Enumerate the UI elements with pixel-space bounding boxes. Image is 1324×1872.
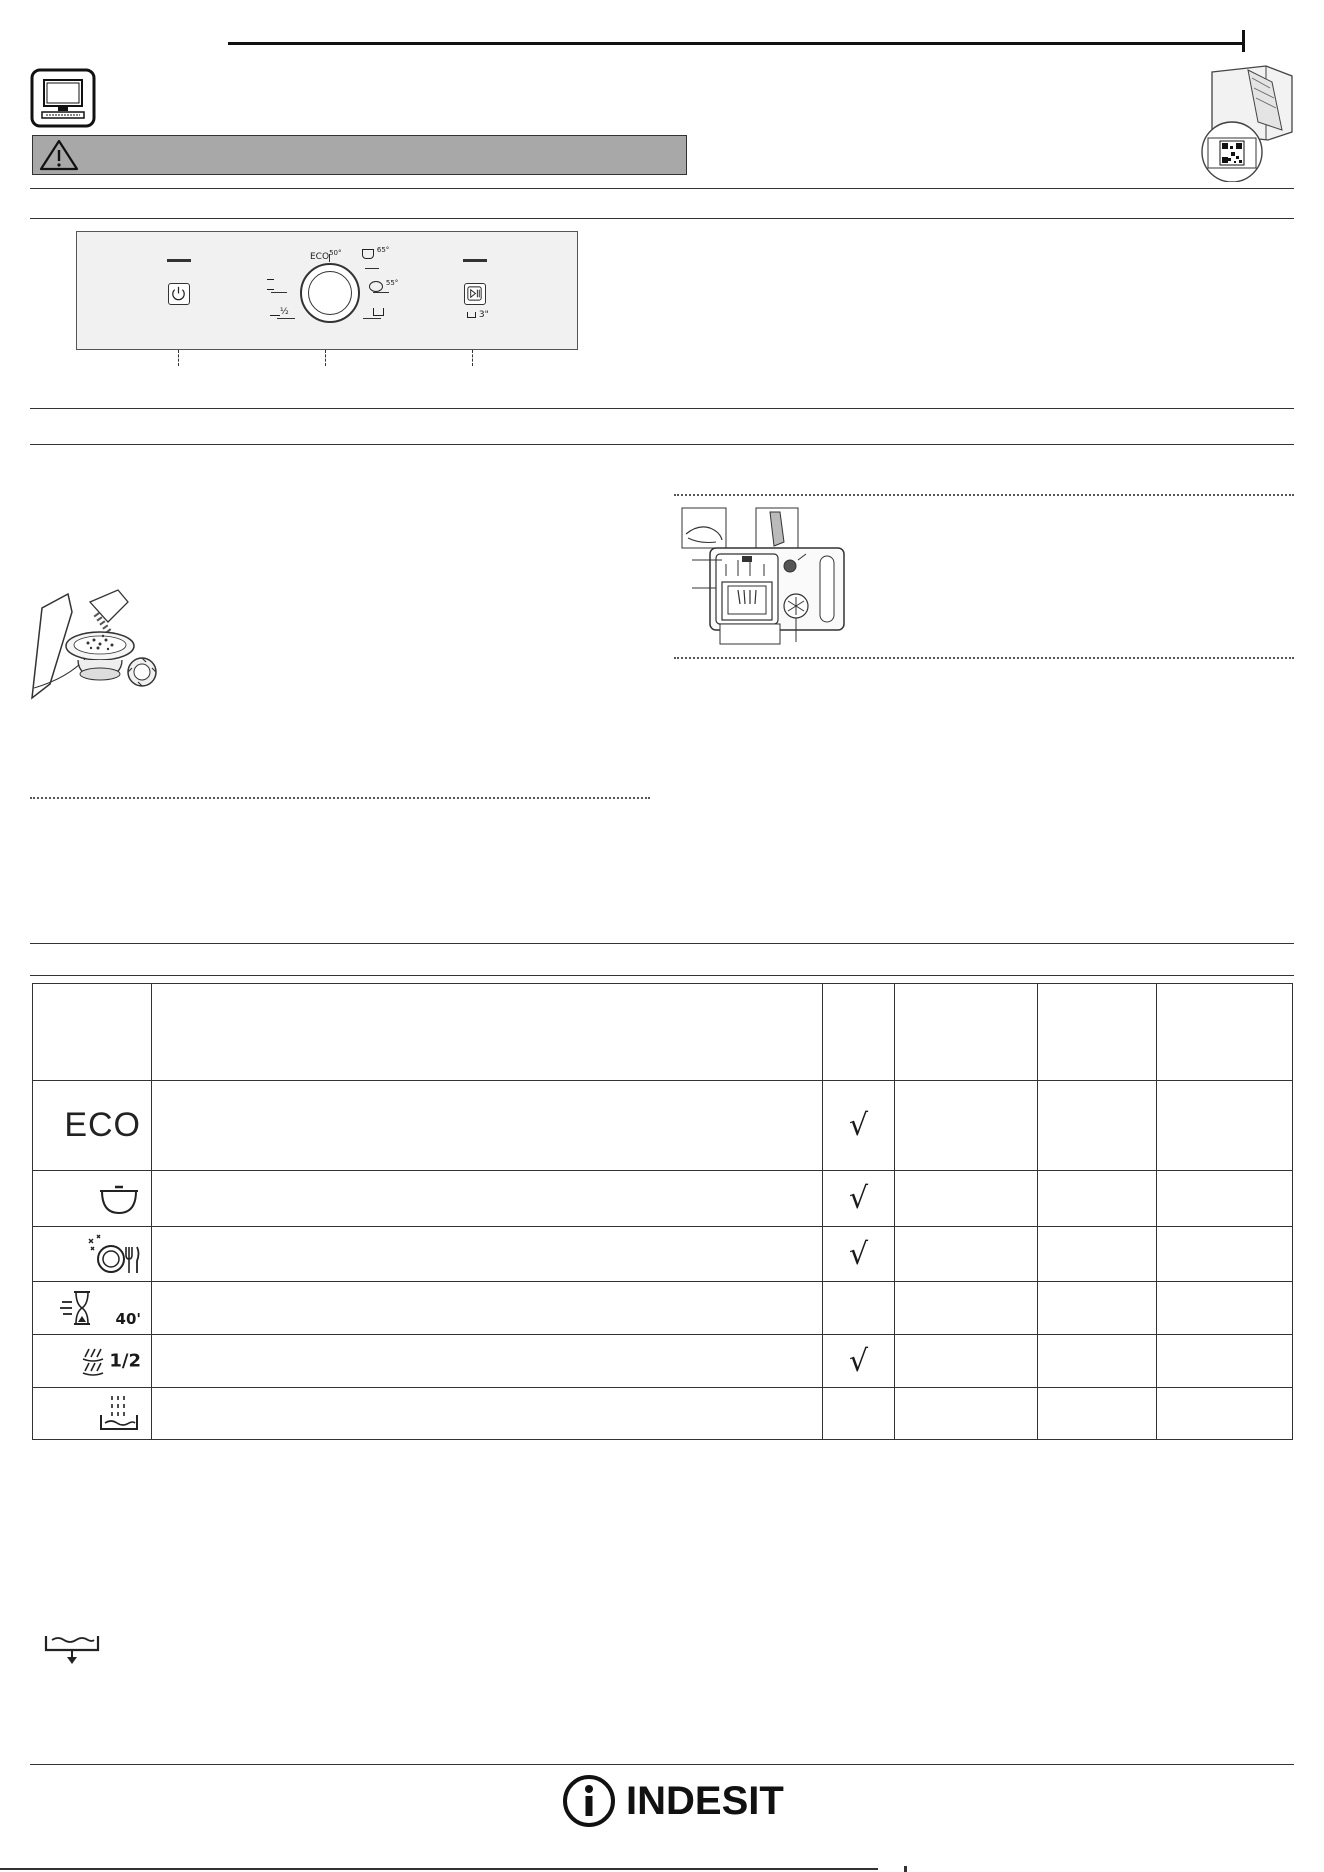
program-knob-inner xyxy=(308,271,352,315)
value-cell xyxy=(895,1171,1038,1227)
bottom-rule xyxy=(0,1868,878,1870)
warning-bar xyxy=(32,135,687,175)
sparkling-plate-icon xyxy=(85,1233,141,1275)
description-cell xyxy=(152,1171,823,1227)
value-cell xyxy=(1157,1081,1293,1171)
table-row xyxy=(33,1335,1293,1388)
value-cell xyxy=(1038,1081,1157,1171)
value-cell xyxy=(1157,1227,1293,1282)
power-button[interactable] xyxy=(168,283,190,305)
programme-icon-cell xyxy=(33,1081,152,1171)
header-rule-end xyxy=(1242,30,1245,52)
description-cell xyxy=(152,1282,823,1335)
table-row xyxy=(33,1282,1293,1335)
dotted-separator xyxy=(30,797,650,799)
programme-icon-cell xyxy=(33,1335,152,1388)
knob-label-soak xyxy=(373,307,384,317)
salt-reservoir-illustration xyxy=(28,588,158,702)
knob-tick xyxy=(363,318,381,319)
power-indicator xyxy=(167,259,191,262)
check-cell: √ xyxy=(823,1171,895,1227)
table-row xyxy=(33,1171,1293,1227)
knob-label-intensive: 65° xyxy=(362,246,389,259)
value-cell xyxy=(1157,1171,1293,1227)
value-cell xyxy=(895,1282,1038,1335)
dotted-separator xyxy=(674,494,1294,496)
header-cell xyxy=(33,984,152,1081)
value-cell xyxy=(895,1335,1038,1388)
soak-icon xyxy=(97,1393,141,1435)
value-cell xyxy=(1038,1171,1157,1227)
control-panel xyxy=(76,231,578,350)
plate-icon xyxy=(369,281,383,292)
value-cell xyxy=(1038,1388,1157,1440)
knob-tick xyxy=(271,292,287,293)
value-cell xyxy=(1157,1282,1293,1335)
description-cell xyxy=(152,1081,823,1171)
half-load-label: 1/2 xyxy=(109,1350,141,1372)
check-cell: √ xyxy=(823,1335,895,1388)
hourglass-40-icon xyxy=(60,1288,116,1328)
programme-icon-cell xyxy=(33,1282,152,1335)
footer-rule xyxy=(30,1764,1294,1765)
pot-icon xyxy=(97,1181,141,1217)
start-pause-button[interactable] xyxy=(464,283,486,305)
value-cell xyxy=(1038,1227,1157,1282)
power-icon xyxy=(169,284,188,303)
knob-tick xyxy=(373,292,389,293)
eco-icon: ECO xyxy=(64,1106,141,1144)
table-row xyxy=(33,1227,1293,1282)
section-rule xyxy=(30,975,1294,976)
section-rule xyxy=(30,943,1294,944)
value-cell xyxy=(1157,1335,1293,1388)
brand-name: INDESIT xyxy=(626,1778,784,1823)
programme-icon-cell xyxy=(33,1227,152,1282)
programme-icon-cell xyxy=(33,1171,152,1227)
callout-line xyxy=(178,350,179,366)
value-cell xyxy=(1038,1282,1157,1335)
hourglass-icon xyxy=(267,279,274,290)
table-row xyxy=(33,1388,1293,1440)
play-pause-icon xyxy=(465,284,484,303)
callout-line xyxy=(325,350,326,366)
start-indicator xyxy=(463,259,487,262)
detergent-dispenser-illustration xyxy=(680,504,846,646)
section-rule xyxy=(30,188,1294,189)
header-rule xyxy=(228,42,1244,45)
knob-label-eco: $ECO^{50^\circ}$ xyxy=(310,249,342,262)
knob-label-normal: 55° xyxy=(369,279,398,292)
brand-logo xyxy=(562,1774,784,1828)
value-cell xyxy=(1157,1388,1293,1440)
knob-tick xyxy=(365,268,379,269)
knob-label-half: ½ xyxy=(270,307,289,317)
header-cell xyxy=(823,984,895,1081)
section-rule xyxy=(30,444,1294,445)
delay-icon xyxy=(467,312,476,318)
section-rule xyxy=(30,408,1294,409)
programme-icon-cell xyxy=(33,1388,152,1440)
bottom-mark xyxy=(904,1866,907,1872)
check-cell xyxy=(823,1388,895,1440)
dishwasher-qr-icon xyxy=(1186,60,1294,182)
rapid-label: 40' xyxy=(115,1310,141,1328)
header-cell xyxy=(152,984,823,1081)
drain-icon xyxy=(44,1632,100,1666)
value-cell xyxy=(1038,1335,1157,1388)
programme-table xyxy=(32,983,1293,1440)
header-cell xyxy=(895,984,1038,1081)
description-cell xyxy=(152,1227,823,1282)
half-load-icon xyxy=(270,308,280,316)
monitor-icon xyxy=(30,68,96,128)
start-label: 3" xyxy=(467,310,489,320)
callout-line xyxy=(472,350,473,366)
warning-triangle-icon xyxy=(39,139,79,171)
soak-small-icon xyxy=(373,308,384,316)
knob-tick xyxy=(277,318,295,319)
knob-label-rapid xyxy=(267,279,274,290)
section-rule xyxy=(30,218,1294,219)
program-knob[interactable] xyxy=(300,263,360,323)
check-cell: √ xyxy=(823,1081,895,1171)
dotted-separator xyxy=(674,657,1294,659)
header-cell xyxy=(1157,984,1293,1081)
indesit-logo-icon xyxy=(562,1774,616,1828)
half-load-icon xyxy=(81,1345,109,1377)
check-cell: √ xyxy=(823,1227,895,1282)
table-header-row xyxy=(33,984,1293,1081)
value-cell xyxy=(895,1388,1038,1440)
header-cell xyxy=(1038,984,1157,1081)
value-cell xyxy=(895,1227,1038,1282)
description-cell xyxy=(152,1388,823,1440)
description-cell xyxy=(152,1335,823,1388)
table-row xyxy=(33,1081,1293,1171)
pot-icon xyxy=(362,249,374,259)
check-cell xyxy=(823,1282,895,1335)
value-cell xyxy=(895,1081,1038,1171)
